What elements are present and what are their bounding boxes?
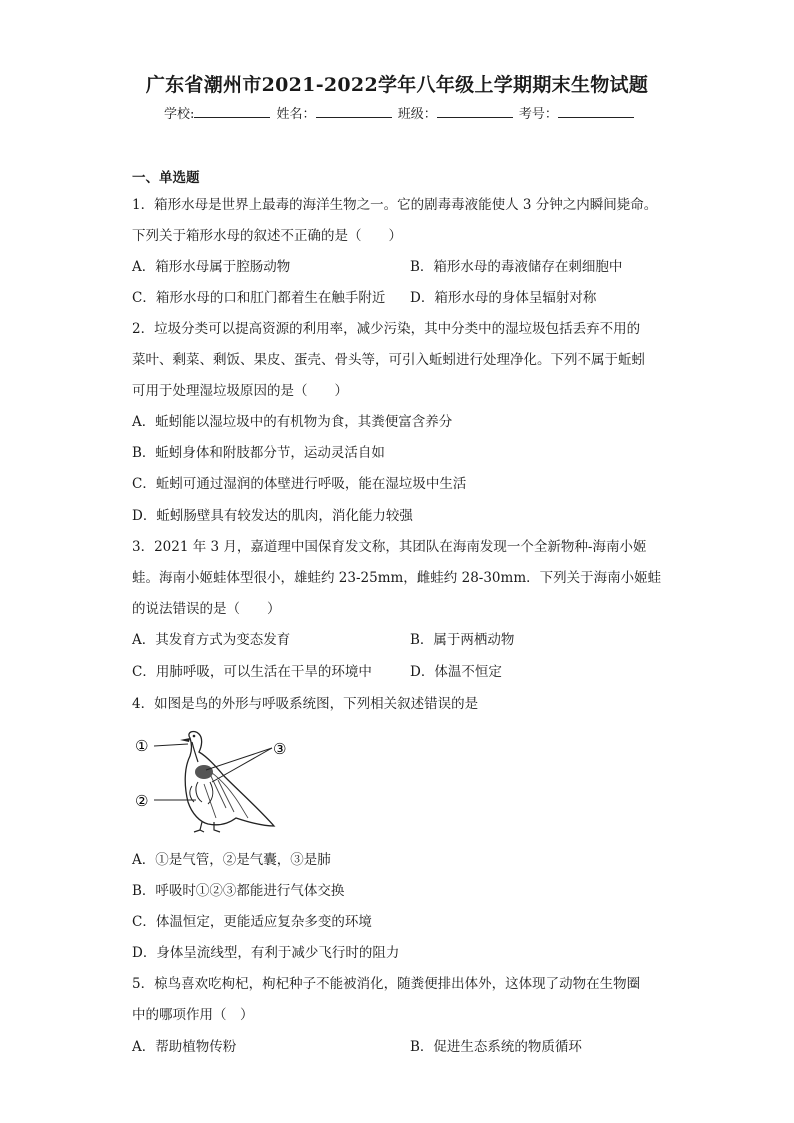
exam-number-blank	[558, 106, 634, 118]
bird-respiratory-figure	[132, 726, 292, 836]
q5-stem-line2: 中的哪项作用（ ）	[132, 1007, 254, 1023]
q2-option-b: B．蚯蚓身体和附肢都分节，运动灵活自如	[132, 445, 385, 461]
q2-stem-line3: 可用于处理湿垃圾原因的是（ ）	[132, 383, 348, 399]
q4-option-a: A．①是气管，②是气囊，③是肺	[132, 852, 331, 868]
bird-eye	[193, 735, 196, 738]
q5-option-b: B．促进生态系统的物质循环	[410, 1039, 582, 1055]
q4-option-b: B．呼吸时①②③都能进行气体交换	[132, 883, 345, 899]
q1-option-c: C．箱形水母的口和肛门都着生在触手附近	[132, 290, 386, 306]
leader-line-1	[154, 744, 188, 746]
q5-stem-line1: 5．椋鸟喜欢吃枸杞，枸杞种子不能被消化，随粪便排出体外，这体现了动物在生物圈	[132, 976, 641, 992]
bird-outline	[185, 731, 274, 826]
q3-stem-line3: 的说法错误的是（ ）	[132, 601, 281, 617]
name-blank	[316, 106, 392, 118]
q1-option-d: D．箱形水母的身体呈辐射对称	[410, 290, 597, 306]
q4-stem-line1: 4．如图是鸟的外形与呼吸系统图，下列相关叙述错误的是	[132, 696, 479, 712]
q2-option-c: C．蚯蚓可通过湿润的体壁进行呼吸，能在湿垃圾中生活	[132, 476, 467, 492]
q2-stem-line1: 2．垃圾分类可以提高资源的利用率，减少污染，其中分类中的湿垃圾包括丢弃不用的	[132, 321, 641, 337]
class-label: 班级：	[397, 107, 437, 122]
q1-option-a: A．箱形水母属于腔肠动物	[132, 259, 291, 275]
section-heading: 一、单选题	[132, 170, 200, 186]
q5-option-a: A．帮助植物传粉	[132, 1039, 237, 1055]
q3-option-a: A．其发育方式为变态发育	[132, 632, 291, 648]
school-blank	[194, 106, 270, 118]
exam-number-label: 考号：	[518, 107, 558, 122]
q1-option-b: B．箱形水母的毒液储存在刺细胞中	[410, 259, 623, 275]
fig-label-2: ②	[135, 792, 149, 810]
q3-option-d: D．体温不恒定	[410, 664, 502, 680]
q2-option-a: A．蚯蚓能以湿垃圾中的有机物为食，其粪便富含养分	[132, 414, 453, 430]
fig-label-1: ①	[135, 737, 149, 755]
q3-option-c: C．用肺呼吸，可以生活在干旱的环境中	[132, 664, 372, 680]
lung-shape	[195, 765, 213, 779]
q1-stem-line2: 下列关于箱形水母的叙述不正确的是（ ）	[132, 228, 402, 244]
class-blank	[437, 106, 513, 118]
fig-label-3: ③	[273, 740, 287, 758]
bird-beak	[180, 738, 190, 742]
page-title: 广东省潮州市2021-2022学年八年级上学期期末生物试题	[145, 74, 649, 96]
student-info-row	[164, 103, 636, 122]
q3-option-b: B．属于两栖动物	[410, 632, 515, 648]
q3-stem-line1: 3．2021 年 3 月，嘉道理中国保育发文称，其团队在海南发现一个全新物种-海南小姬	[132, 539, 647, 555]
name-label: 姓名：	[276, 107, 316, 122]
school-label: 学校:	[164, 107, 195, 122]
q2-stem-line2: 菜叶、剩菜、剩饭、果皮、蛋壳、骨头等，可引入蚯蚓进行处理净化。下列不属于蚯蚓	[132, 352, 645, 368]
q3-stem-line2: 蛙。海南小姬蛙体型很小，雄蛙约 23-25mm，雌蛙约 28-30mm．下列关于海南小姬蛙	[132, 570, 662, 586]
q2-option-d: D．蚯蚓肠壁具有较发达的肌肉，消化能力较强	[132, 508, 413, 524]
q1-stem-line1: 1．箱形水母是世界上最毒的海洋生物之一。它的剧毒毒液能使人 3 分钟之内瞬间毙命。	[132, 197, 658, 213]
q4-option-c: C．体温恒定，更能适应复杂多变的环境	[132, 914, 372, 930]
q4-option-d: D．身体呈流线型，有利于减少飞行时的阻力	[132, 945, 400, 961]
